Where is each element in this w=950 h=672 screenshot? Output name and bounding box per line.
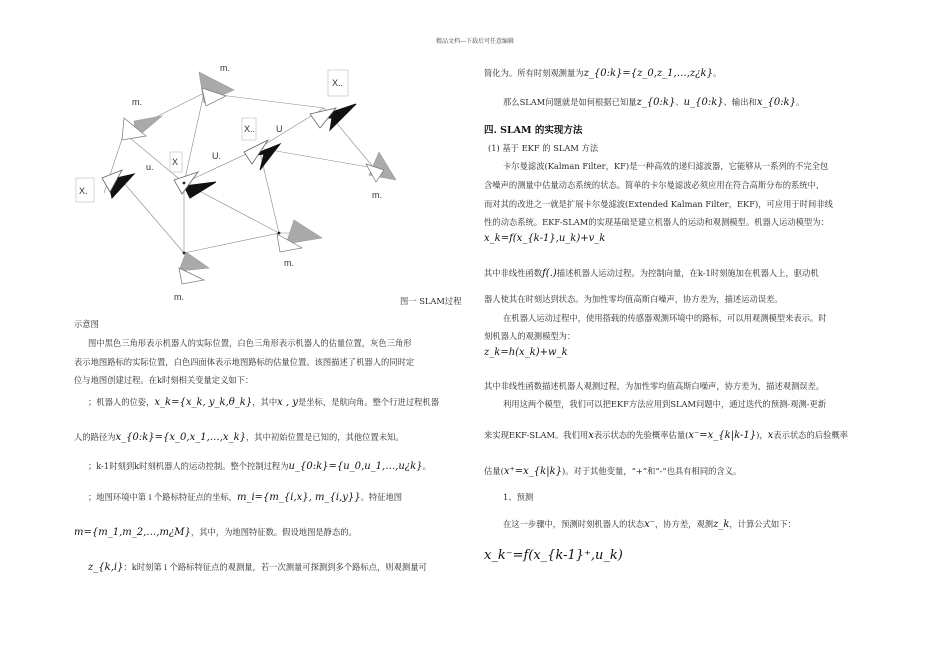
observation-line: z_{k,i}：k时刻第 i 个路标特征点的观测量，若一次测量可探测到多个路标点，则观测量可 (88, 562, 427, 573)
predict-formula: x_k⁻=f(x_{k-1}⁺,u_k) (484, 548, 623, 563)
fig-label-m-top: m. (220, 63, 230, 73)
kf-line4: 性的动态系统。EKF-SLAM的实现基础是建立机器人的运动和观测模型。机器人运动模型为： (484, 217, 829, 227)
fig-label-x-mid: X (172, 157, 179, 167)
iterate-line: 利用这两个模型，我们可以把EKF方法应用到SLAM问题中，通过迭代的预测-观测-更新 (503, 399, 827, 409)
landmark-estimate-triangle (179, 268, 204, 284)
map-formula: m={m_1,m_2,…,m¿M} (74, 527, 191, 538)
figure-caption: 图一 SLAM过程 (400, 296, 462, 306)
fig-label-m-right: m. (372, 190, 382, 200)
simplify-line: 简化为。所有时刻观测量为z_{0:k}={z_0,z_1,…,z¿k}。 (484, 68, 722, 79)
f-desc-line2: 器人使其在时刻达到状态。为加性零均值高斯白噪声，协方差为，描述运动误差。 (484, 294, 783, 304)
landmark-true-triangle (286, 220, 322, 244)
map-line: m={m_1,m_2,…,m¿M}，其中，为地图特征数。假设地图是静态的。 (74, 527, 357, 538)
observation-symbol: z_{k,i} (88, 562, 124, 573)
fig-label-u-mid: U. (212, 151, 221, 161)
step-predict-heading: 1、预测 (503, 492, 534, 502)
landmark-formula: m_i={m_{i,x}, m_{i,y}} (236, 492, 361, 503)
kf-line1: 卡尔曼滤波(Kalman Filter，KF)是一种高效的递归滤波器，它能够从一系列的不完全包 (503, 161, 829, 171)
pose-xy: x , y (277, 397, 298, 408)
all-observations-formula: z_{0:k}={z_0,z_1,…,z¿k} (583, 68, 713, 79)
predict-line: 在这一步骤中，预测时刻机器人的状态x⁻，协方差，观测z_k，计算公式如下： (503, 519, 796, 530)
path-formula: x_{0:k}={x_0,x_1,…,x_k} (115, 432, 246, 443)
landmark-true-triangle (179, 252, 209, 271)
fig-label-u-right: U (276, 124, 283, 134)
para1-line2: 表示地图路标的实际位置，白色四面体表示地图路标的估量位置。该图描述了机器人的同时定 (74, 357, 415, 367)
obs-line2: 刻机器人的观测模型为： (484, 331, 576, 341)
figure-caption-cont: 示意图 (74, 319, 99, 329)
path-line: 人的路径为x_{0:k}={x_0,x_1,…,x_k}，其中初始位置是已知的，其他位置未知。 (74, 432, 404, 443)
fig-label-m-left: m. (132, 97, 142, 107)
estimate-line: 来实现EKF-SLAM。我们用x表示状态的先验概率估量(x⁻=x_{k|k-1})，x表示状态的后验概率 (484, 430, 848, 441)
fig-label-x-left: X. (79, 186, 88, 196)
motion-model-formula: x_k=f(x_{k-1},u_k)+v_k (484, 233, 606, 244)
para1-line1: 图中黑色三角形表示机器人的实际位置，白色三角形表示机器人的估量位置，灰色三角形 (88, 338, 412, 348)
page-header: 精品文档---下载后可任意编辑 (435, 38, 515, 45)
obs-line1: 在机器人运动过程中，使用搭载的传感器观测环境中的路标，可以用观测模型来表示。时 (503, 313, 827, 323)
pose-line: ；机器人的位姿，x_k={x_k, y_k,θ_k}，其中x , y是坐标，是航向角。整个行进过程机器 (88, 397, 440, 408)
slam-figure (74, 58, 414, 306)
pose-formula: x_k={x_k, y_k,θ_k} (154, 397, 253, 408)
f-desc-line1: 其中非线性函数f(.)描述机器人运动过程。为控制向量，在k-1时刻施加在机器人上，驱动机 (484, 268, 819, 279)
fig-label-u-left: u. (146, 162, 154, 172)
fig-label-x-right-b: X.. (244, 124, 256, 134)
slam-problem-line: 那么SLAM问题就是如何根据已知量z_{0:k}、u_{0:k}、输出和x_{0:k}。 (503, 97, 805, 108)
para1-line3: 位与地图创建过程。在k时刻相关变量定义如下： (74, 375, 254, 385)
kf-line3: 而对其的改进之一就是扩展卡尔曼滤波(Extended Kalman Filter，EKF)，可应用于时间非线 (484, 199, 833, 209)
fig-label-m-bottom: m. (174, 292, 184, 302)
control-formula: u_{0:k}={u_0,u_1,…,u¿k} (288, 461, 423, 472)
subsection-heading: (1) 基于 EKF 的 SLAM 方法 (488, 143, 599, 153)
section-heading: 四. SLAM 的实现方法 (484, 125, 583, 136)
control-line: ；k-1时刻到k时刻机器人的运动控制。整个控制过程为u_{0:k}={u_0,u_1,…,u¿k}。 (88, 461, 431, 472)
h-desc-line: 其中非线性函数描述机器人观测过程，为加性零均值高斯白噪声，协方差为，描述观测误差。 (484, 381, 825, 391)
fig-label-m-mid: m. (284, 258, 294, 268)
posterior-line: 估量(x⁺=x_{k|k})。对于其他变量，“+”和“-”也具有相同的含义。 (484, 466, 742, 477)
landmark-line: ；地图环境中第 i 个路标特征点的坐标，m_i={m_{i,x}, m_{i,y}}。特征地图 (88, 492, 403, 503)
fig-label-x-right-a: X.. (332, 78, 344, 88)
kf-line2: 含噪声的测量中估量动态系统的状态。简单的卡尔曼滤波必须应用在符合高斯分布的系统中， (484, 180, 825, 190)
observation-model-formula: z_k=h(x_k)+w_k (484, 347, 568, 358)
